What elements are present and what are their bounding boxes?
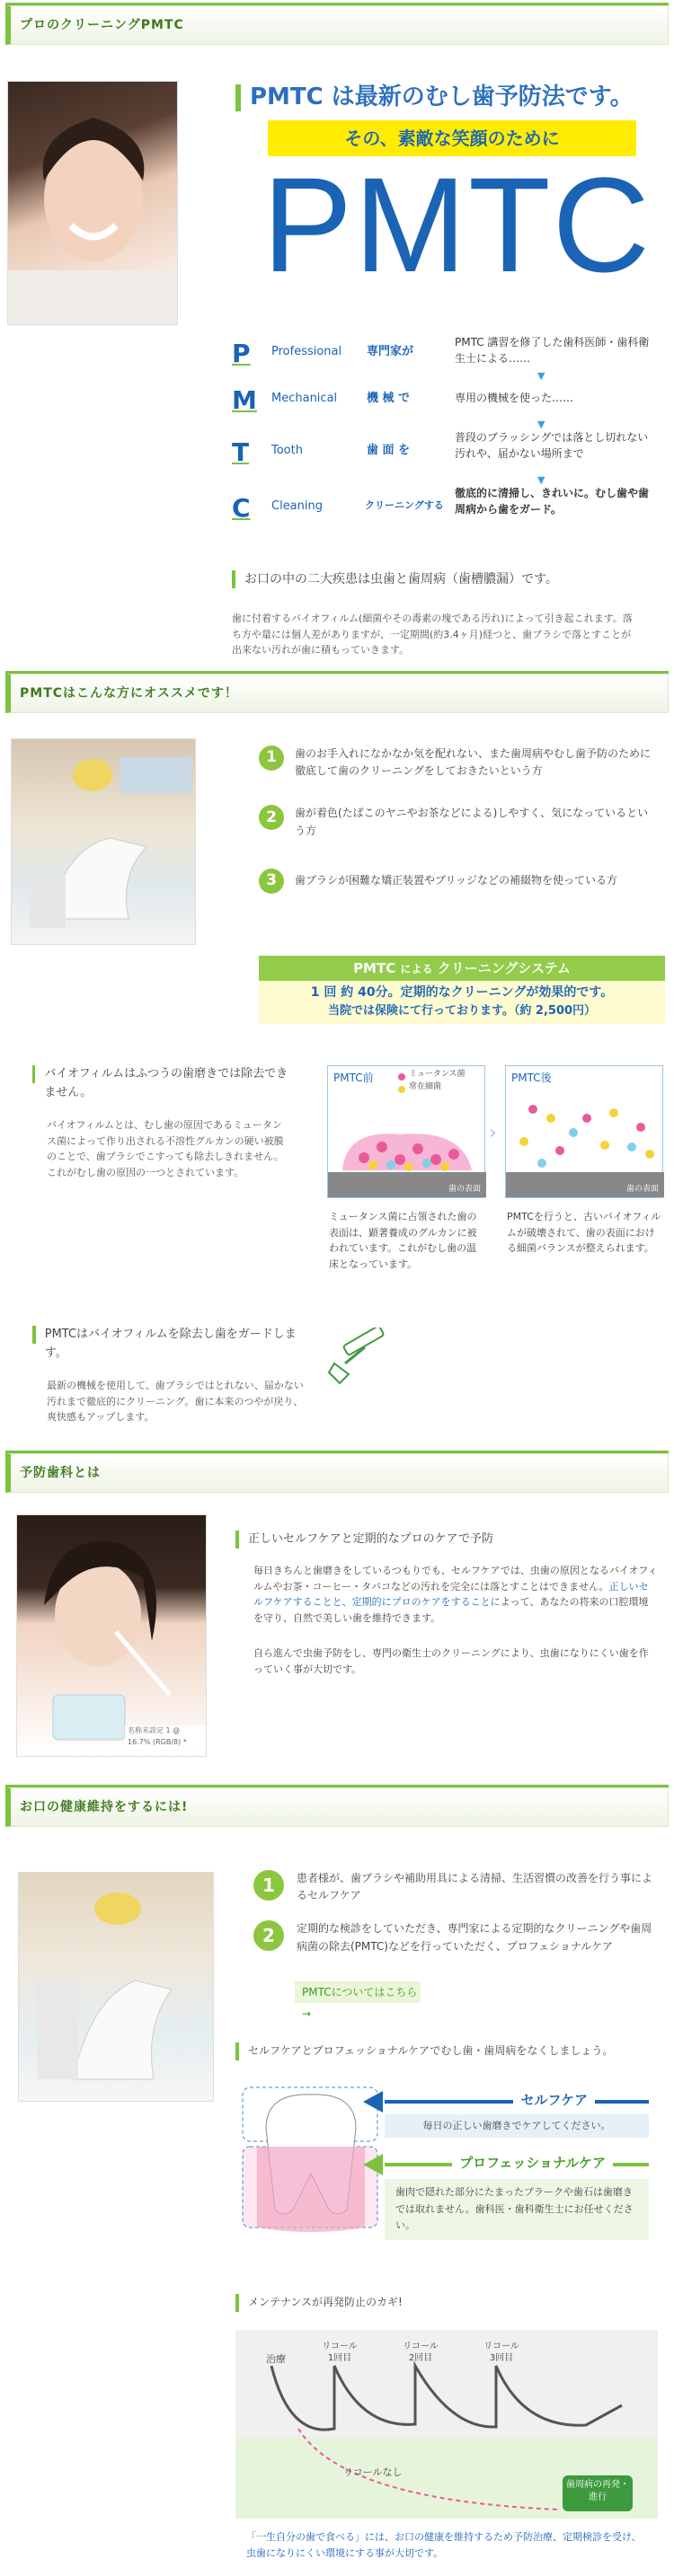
- pmtc-row-t: T Tooth 歯 面 を 普段のブラッシングでは落とし切れない汚れや、届かない場所まで: [232, 431, 649, 467]
- list-item: 2 歯が着色(たばこのヤニやお茶などによる)しやすく、気になっているという方: [259, 805, 654, 839]
- dental-clinic-photo: [11, 738, 196, 945]
- recommend-header: PMTCはこんな方にオススメです！: [5, 674, 669, 713]
- self-care-box: [385, 2087, 649, 2139]
- biofilm-body2: 最新の機械を使用して、歯ブラシではとれない、届かない汚れまで徹底的にクリーニング。歯に本来のつやが戻り、爽快感もアップします。: [47, 1380, 304, 1424]
- recommend-section: [0, 713, 674, 1024]
- arrow-down-icon: ▼: [537, 419, 545, 430]
- hero-header-title: プロのクリーニングPMTC: [20, 17, 184, 32]
- toothbrush-tool-icon: [325, 1328, 397, 1390]
- maintenance-chart: 治療 リコール1回目 リコール2回目 リコール3回目 リコールなし 歯周病の再発・進行: [235, 2330, 658, 2519]
- treatment-room-photo: [18, 1872, 214, 2102]
- hero-subtitle: その、素敵な笑顔のために: [268, 120, 636, 156]
- pmtc-row-m: M Mechanical 機 械 で 専用の機械を使った……: [232, 385, 574, 415]
- health-section: [0, 1827, 674, 2576]
- care-title: セルフケアとプロフェッショナルケアでむし歯・歯周病をなくしましょう。: [235, 2042, 613, 2060]
- cleaning-system-box: [259, 956, 665, 1024]
- prevent-title: 正しいセルフケアと定期的なプロのケアで予防: [235, 1531, 493, 1549]
- arrow-left-icon: [363, 2154, 383, 2175]
- maintenance-title: メンテナンスが再発防止のカギ!: [235, 2294, 403, 2312]
- health-header: お口の健康維持をするには!: [5, 1787, 669, 1827]
- prevent-paragraph-1: 毎日きちんと歯磨きをしているつもりでも、セルフケアでは、虫歯の原因となるバイオフィルムやお茶・コーヒー・タバコなどの汚れを完全には落とすことはできません。正しいセルフケアすることと、定期的にプロのケアをすることによって、あなたの将来の口腔環境を守り、自然で美しい歯を維持できます。: [253, 1565, 658, 1624]
- hero-title: PMTC は最新のむし歯予防法です。: [235, 79, 634, 117]
- list-item: 3 歯ブラシが困難な矯正装置やブリッジなどの補綴物を使っている方: [259, 869, 654, 894]
- tooth-diagram: [239, 2084, 383, 2263]
- resident-legend-dot: [398, 1086, 405, 1093]
- after-desc: PMTCを行うと、古いバイオフィルムが破壊されて、歯の表面における細菌バランスが整えられます。: [507, 1211, 661, 1255]
- before-desc: ミュータンス菌に占領された歯の表面は、顕著養成のグルカンに被われています。これがむし歯の温床となっています。: [329, 1211, 477, 1270]
- arrow-left-icon: [363, 2091, 383, 2113]
- list-item: 1 患者様が、歯ブラシや補助用具による清掃、生活習慣の改善を行う事によるセルフケア: [253, 1870, 658, 1904]
- woman-brushing-photo: [16, 1514, 207, 1757]
- biofilm-title2: PMTCはバイオフィルムを除去し歯をガードします。: [32, 1326, 302, 1363]
- prevent-section: [0, 1493, 674, 1787]
- hero-header: [5, 5, 669, 45]
- pmtc-before-diagram: PMTC前 ミュータンス菌 常在細菌 歯の表面: [327, 1065, 485, 1198]
- pmtc-row-p: P Professional 専門家が PMTC 講習を修了した歯科医師・歯科衛生士による……: [232, 336, 650, 368]
- arrow-down-icon: ▼: [537, 370, 545, 382]
- pro-care-desc: 歯肉で隠れた部分にたまったプラークや歯石は歯磨きでは取れません。歯科医・歯科衛生士にお任せください。: [385, 2179, 649, 2240]
- health-list: [253, 1870, 658, 1955]
- biofilm-body: バイオフィルムとは、むし歯の原因であるミュータンス菌によって作り出される不溶性グルカンの硬い被膜のことで、歯ブラシでこすっても除去しきれません。これがむし歯の原因の一つとされています。: [47, 1119, 284, 1178]
- biofilm-title: バイオフィルムはふつうの歯磨きでは除去できません。: [32, 1065, 293, 1103]
- pro-care-box: [385, 2150, 649, 2249]
- pro-care-arrow: プロフェッショナルケア: [385, 2150, 649, 2175]
- cleaning-system-title: PMTC による クリーニングシステム: [259, 956, 665, 981]
- self-care-desc: 毎日の正しい歯磨きでケアしてください。: [385, 2114, 649, 2138]
- recommend-list: [259, 745, 654, 894]
- prevent-header: 予防歯科とは: [5, 1453, 669, 1493]
- pmtc-after-diagram: PMTC後 歯の表面: [505, 1065, 663, 1198]
- hero-section: [0, 45, 674, 674]
- pmtc-info-link[interactable]: PMTCについてはこちら→: [295, 1981, 421, 2003]
- biofilm-section: [0, 1024, 674, 1453]
- cleaning-system-line1: 1 回 約 40分。定期的なクリーニングが効果的です。: [310, 985, 614, 1000]
- point-title: お口の中の二大疾患は虫歯と歯周病（歯槽膿漏）です。: [232, 569, 558, 589]
- self-care-arrow: セルフケア: [385, 2087, 649, 2113]
- cleaning-system-line2: 当院では保険にて行っております。（約 2,500円）: [327, 1004, 597, 1019]
- smiling-woman-photo: [7, 81, 178, 325]
- pmtc-row-c: C Cleaning クリーニングする 徹底的に清掃し、きれいに。むし歯や歯周病から歯をガード。: [232, 487, 650, 523]
- list-item: 1 歯のお手入れになかなか気を配れない、また歯周病やむし歯予防のために徹底して歯のクリーニングをしておきたいという方: [259, 745, 654, 780]
- list-item: 2 定期的な検診をしていただき、専門家による定期的なクリーニングや歯周病菌の除去(PMTC)などを行っていただく、プロフェショナルケア: [253, 1920, 658, 1954]
- prevent-paragraph-2: 自ら進んで虫歯予防をし、専門の衛生士のクリーニングにより、虫歯になりにくい歯を作っていく事が大切です。: [253, 1647, 649, 1675]
- pmtc-logo: PMTC: [262, 149, 652, 300]
- chevron-right-icon: ›: [489, 1122, 497, 1144]
- point-body: 歯に付着するバイオフィルム(細菌やその毒素の塊である汚れ)によって引き起これます。落ち方や量には個人差がありますが、一定期間(約3.4ヶ月)経つと、歯ブラシで落とすことが出来ない汚れが歯に積もっていきます。: [232, 613, 633, 657]
- health-footer: 「一生自分の歯で食べる」には、お口の健康を維持するため予防治療、定期検診を受け、虫歯になりにくい環境にする事が大切です。: [246, 2531, 642, 2559]
- arrow-down-icon: ▼: [537, 474, 545, 486]
- mutans-legend-dot: [398, 1073, 405, 1081]
- photo-caption: 名称未設定 1 @ 16.7% (RGB/8) *: [125, 1725, 206, 1749]
